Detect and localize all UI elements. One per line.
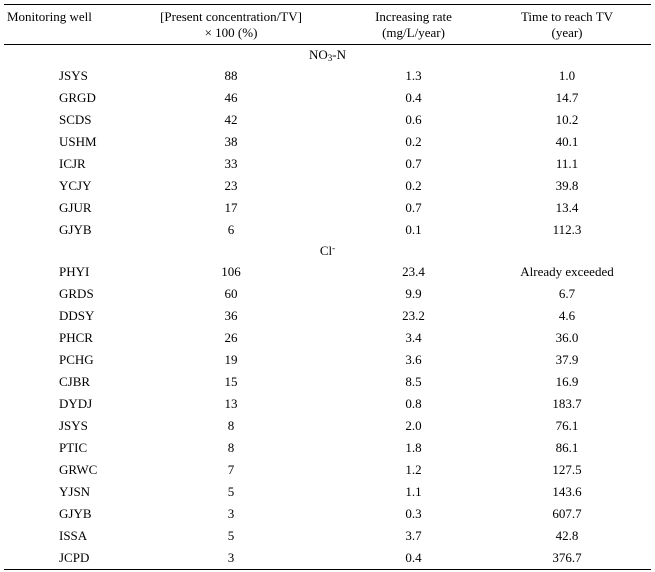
header-increasing-rate — [344, 5, 483, 45]
concentration-cell: 3 — [118, 547, 344, 570]
concentration-cell: 6 — [227, 222, 235, 237]
concentration-cell: 5 — [227, 528, 235, 543]
rate-cell: 0.6 — [405, 112, 422, 127]
table-row — [4, 349, 651, 371]
well-cell: PCHG — [59, 352, 94, 367]
rate-cell: 0.4 — [405, 90, 422, 105]
rate-cell: 3.7 — [405, 528, 422, 543]
table-container — [4, 4, 651, 570]
time-cell: 11.1 — [555, 156, 579, 171]
concentration-cell: 26 — [224, 330, 238, 345]
table-row — [4, 459, 651, 481]
rate-cell: 2.0 — [405, 418, 422, 433]
time-cell: 42.8 — [555, 528, 579, 543]
well-cell: PHCR — [59, 330, 93, 345]
well-cell: GJYB — [59, 222, 92, 237]
rate-cell: 0.3 — [405, 506, 422, 521]
well-cell: PHYI — [59, 264, 90, 279]
well-cell: CJBR — [59, 374, 91, 389]
rate-cell: 0.1 — [405, 222, 422, 237]
table-row — [4, 525, 651, 547]
time-cell: 143.6 — [552, 484, 582, 499]
time-cell: 183.7 — [552, 396, 582, 411]
table-row — [4, 65, 651, 87]
time-cell: 40.1 — [555, 134, 579, 149]
time-cell: Already exceeded — [520, 264, 614, 279]
concentration-cell: 42 — [224, 112, 238, 127]
rate-cell: 0.8 — [405, 396, 422, 411]
well-cell: DDSY — [59, 308, 95, 323]
time-cell: 4.6 — [558, 308, 576, 323]
header-concentration — [118, 5, 344, 45]
table-row — [4, 153, 651, 175]
header-monitoring-well — [4, 5, 118, 45]
time-cell: 1.0 — [558, 68, 576, 83]
concentration-cell: 5 — [227, 484, 235, 499]
concentration-cell: 19 — [224, 352, 238, 367]
concentration-cell: 88 — [224, 68, 238, 83]
concentration-cell: 8 — [227, 418, 235, 433]
table-row — [4, 393, 651, 415]
well-cell: JSYS — [59, 418, 88, 433]
well-cell: SCDS — [59, 112, 92, 127]
table-row — [4, 547, 651, 570]
time-cell: 127.5 — [552, 462, 582, 477]
concentration-cell: 46 — [224, 90, 238, 105]
well-cell: PTIC — [59, 440, 88, 455]
rate-cell: 0.7 — [405, 156, 422, 171]
rate-cell: 0.4 — [344, 547, 483, 570]
table-row — [4, 219, 651, 241]
well-cell: GRWC — [59, 462, 98, 477]
time-cell: 76.1 — [555, 418, 579, 433]
rate-cell: 0.2 — [405, 178, 422, 193]
header-well-text: Monitoring well — [7, 9, 92, 24]
concentration-cell: 33 — [224, 156, 238, 171]
time-cell: 10.2 — [555, 112, 579, 127]
well-cell: USHM — [59, 134, 97, 149]
chloride-base: Cl — [319, 243, 333, 258]
table-row — [4, 371, 651, 393]
header-conc-line1: [Present concentration/TV] — [160, 9, 302, 24]
time-cell: 37.9 — [555, 352, 579, 367]
nitrate-base: NO — [309, 47, 328, 62]
time-cell: 39.8 — [555, 178, 579, 193]
time-cell: 16.9 — [555, 374, 579, 389]
concentration-cell: 15 — [224, 374, 238, 389]
chloride-superscript: - — [332, 243, 336, 253]
section-chloride — [4, 241, 651, 261]
table-row — [4, 283, 651, 305]
rate-cell: 8.5 — [405, 374, 422, 389]
well-cell: JCPD — [4, 547, 118, 570]
well-cell: ICJR — [59, 156, 86, 171]
monitoring-table — [4, 4, 651, 570]
rate-cell: 1.8 — [405, 440, 422, 455]
well-cell: ISSA — [59, 528, 88, 543]
header-conc-line2: × 100 (%) — [204, 25, 258, 40]
concentration-cell: 17 — [224, 200, 238, 215]
table-row — [4, 109, 651, 131]
rate-cell: 1.2 — [405, 462, 422, 477]
table-row — [4, 175, 651, 197]
rate-cell: 23.4 — [402, 264, 425, 279]
time-cell: 36.0 — [555, 330, 579, 345]
rate-cell: 0.2 — [405, 134, 422, 149]
section-label-nitrate — [4, 45, 651, 66]
time-cell: 13.4 — [555, 200, 579, 215]
table-row — [4, 261, 651, 283]
header-rate-line1: Increasing rate — [375, 9, 452, 24]
table-row — [4, 305, 651, 327]
rate-cell: 1.1 — [405, 484, 422, 499]
well-cell: GJUR — [59, 200, 92, 215]
concentration-cell: 106 — [221, 264, 241, 279]
header-time-line2: (year) — [551, 25, 583, 40]
concentration-cell: 13 — [224, 396, 238, 411]
time-cell: 112.3 — [552, 222, 582, 237]
header-time-line1: Time to reach TV — [520, 9, 614, 24]
rate-cell: 0.7 — [405, 200, 422, 215]
concentration-cell: 60 — [224, 286, 238, 301]
nitrate-subscript: 3 — [327, 53, 333, 63]
well-cell: GRGD — [59, 90, 96, 105]
time-cell: 6.7 — [558, 286, 576, 301]
well-cell: JSYS — [59, 68, 88, 83]
header-time-to-reach — [483, 5, 651, 45]
table-header — [4, 5, 651, 45]
concentration-cell: 7 — [227, 462, 235, 477]
concentration-cell: 3 — [227, 506, 235, 521]
time-cell: 376.7 — [483, 547, 651, 570]
concentration-cell: 8 — [227, 440, 235, 455]
header-rate-line2: (mg/L/year) — [382, 25, 445, 40]
table-row — [4, 197, 651, 219]
concentration-cell: 23 — [224, 178, 238, 193]
section-label-chloride — [4, 241, 651, 261]
well-cell: YJSN — [59, 484, 91, 499]
well-cell: GRDS — [59, 286, 94, 301]
section-nitrate — [4, 45, 651, 66]
table-row — [4, 131, 651, 153]
rate-cell: 3.6 — [405, 352, 422, 367]
table-row — [4, 503, 651, 525]
time-cell: 607.7 — [552, 506, 582, 521]
rate-cell: 9.9 — [405, 286, 422, 301]
table-row — [4, 481, 651, 503]
concentration-cell: 36 — [224, 308, 238, 323]
concentration-cell: 38 — [224, 134, 238, 149]
rate-cell: 1.3 — [405, 68, 422, 83]
time-cell: 86.1 — [555, 440, 579, 455]
table-row — [4, 87, 651, 109]
well-cell: GJYB — [59, 506, 92, 521]
well-cell: DYDJ — [59, 396, 93, 411]
table-row — [4, 437, 651, 459]
table-body — [4, 45, 651, 570]
time-cell: 14.7 — [555, 90, 579, 105]
table-row — [4, 415, 651, 437]
table-row — [4, 327, 651, 349]
rate-cell: 23.2 — [402, 308, 425, 323]
rate-cell: 3.4 — [405, 330, 422, 345]
nitrate-suffix: -N — [332, 47, 346, 62]
well-cell: YCJY — [59, 178, 92, 193]
